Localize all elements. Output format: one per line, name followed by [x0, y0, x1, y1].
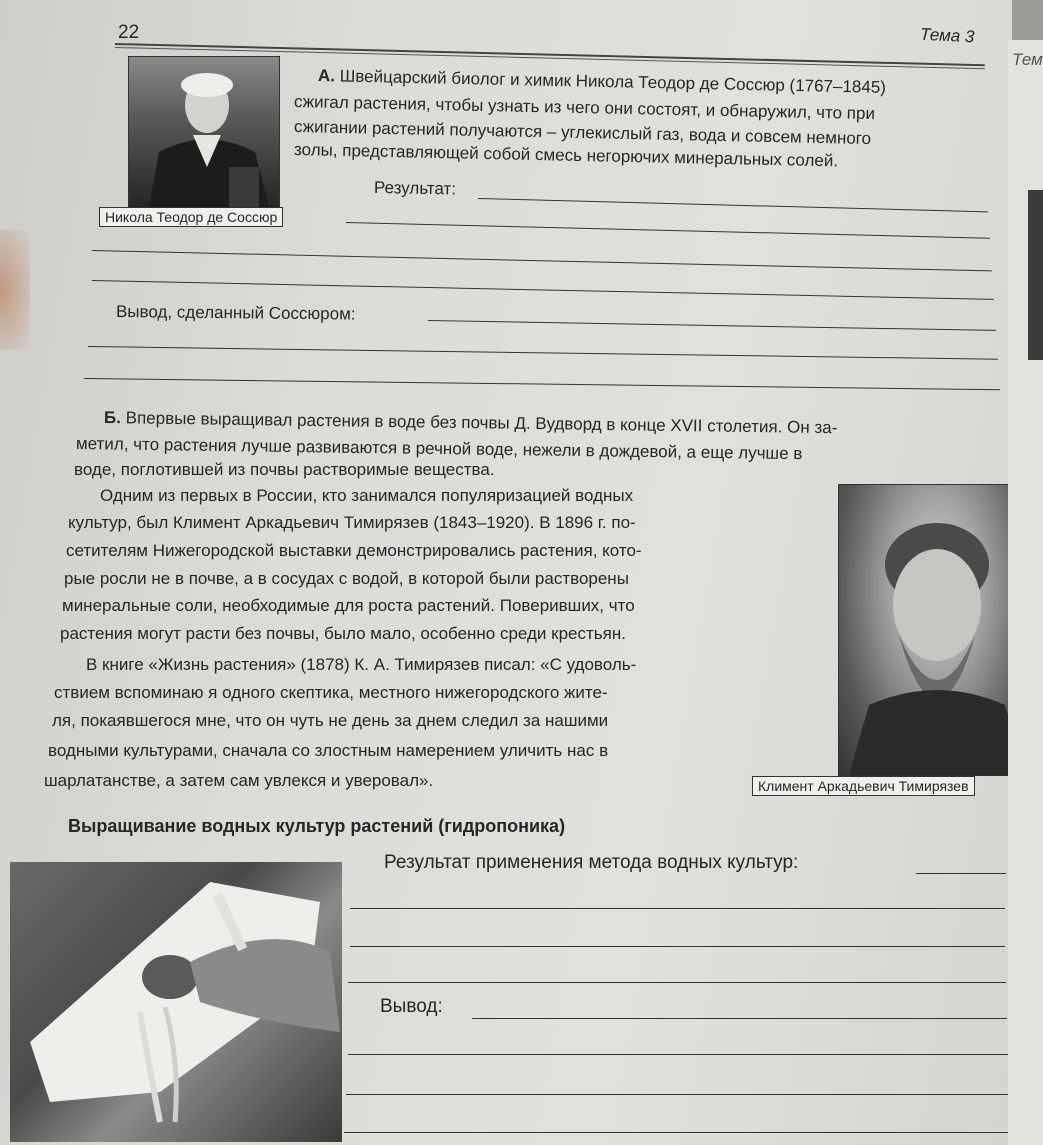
section-a-line: А. Швейцарский биолог и химик Никола Теодор де Соссюр (1767–1845) — [317, 66, 887, 97]
section-a-line: сжигании растений получаются – углекислый газ, вода и совсем немного — [293, 117, 872, 149]
section-a-line: сжигал растения, чтобы узнать из чего они состоят, и обнаружил, что при — [293, 92, 876, 124]
section-b-line: шарлатанстве, а затем сам увлекся и уверовал». — [44, 771, 434, 790]
answer-line[interactable] — [346, 1094, 1008, 1095]
section-b-line: воде, поглотившей из почвы растворимые вещества. — [74, 460, 495, 479]
neighbor-page — [1008, 40, 1043, 1145]
answer-line[interactable] — [350, 946, 1005, 947]
conclusion-label-a: Вывод, сделанный Соссюром: — [115, 302, 356, 324]
section-b-line: ля, покаявшегося мне, что он чуть не день за днем следил за нашими — [52, 711, 609, 730]
section-b-line: Одним из первых в России, кто занимался популяризацией водных — [100, 486, 634, 505]
section-b-line: метил, что растения лучше развиваются в речной воде, нежели в дождевой, а еще лучше в — [75, 434, 803, 464]
finger-shadow — [0, 230, 30, 350]
hydroponics-photo — [10, 862, 342, 1142]
answer-line[interactable] — [916, 873, 1006, 874]
section-b-line: растения могут расти без почвы, было мало, особенно среди крестьян. — [60, 624, 626, 643]
section-b-line: рые росли не в почве, а в сосудах с водой, в которой были растворены — [64, 569, 629, 588]
answer-line[interactable] — [346, 222, 990, 239]
section-b-line: водными культурами, сначала со злостным намерением уличить нас в — [48, 741, 609, 760]
section-b-line: культур, был Климент Аркадьевич Тимирязев (1843–1920). В 1896 г. по- — [68, 513, 636, 532]
timiryazev-caption: Климент Аркадьевич Тимирязев — [752, 776, 975, 796]
section-b-label: Б. — [103, 408, 122, 428]
answer-line[interactable] — [428, 320, 996, 331]
section-b-line: Б. Впервые выращивал растения в воде без почвы Д. Вудворд в конце XVII столетия. Он за- — [103, 408, 838, 438]
section-b-line: сетителям Нижегородской выставки демонстрировались растения, кото- — [66, 541, 642, 560]
answer-line[interactable] — [348, 982, 1006, 983]
hydroponics-heading: Выращивание водных культур растений (гидропоника) — [68, 816, 566, 836]
answer-line[interactable] — [472, 1018, 1007, 1019]
answer-line[interactable] — [92, 280, 994, 300]
saussure-caption: Никола Теодор де Соссюр — [99, 207, 283, 227]
neighbor-page-title: Тем — [1012, 50, 1043, 69]
timiryazev-portrait — [838, 484, 1036, 776]
answer-line[interactable] — [88, 346, 998, 360]
conclusion-label-hydroponics: Вывод: — [380, 996, 443, 1017]
answer-line[interactable] — [344, 1132, 1008, 1133]
answer-line[interactable] — [478, 198, 988, 212]
page-number: 22 — [118, 22, 140, 43]
result-label-a: Результат: — [373, 178, 457, 199]
answer-line[interactable] — [350, 908, 1005, 909]
topic-label: Тема 3 — [919, 24, 975, 47]
saussure-portrait — [128, 56, 280, 208]
section-b-line: ствием вспоминаю я одного скептика, местного нижегородского жите- — [54, 683, 608, 702]
section-a-label: А. — [317, 66, 336, 86]
result-label-hydroponics: Результат применения метода водных культур: — [384, 852, 799, 873]
section-b-line: минеральные соли, необходимые для роста растений. Поверивших, что — [62, 596, 635, 615]
section-a-line: золы, представляющей собой смесь негорючих минеральных солей. — [293, 140, 839, 171]
section-b-line: В книге «Жизнь растения» (1878) К. А. Тимирязев писал: «С удоволь- — [86, 655, 637, 674]
neighbor-page-image — [1028, 190, 1043, 360]
answer-line[interactable] — [92, 250, 992, 271]
answer-line[interactable] — [84, 378, 1000, 390]
answer-line[interactable] — [348, 1054, 1008, 1055]
